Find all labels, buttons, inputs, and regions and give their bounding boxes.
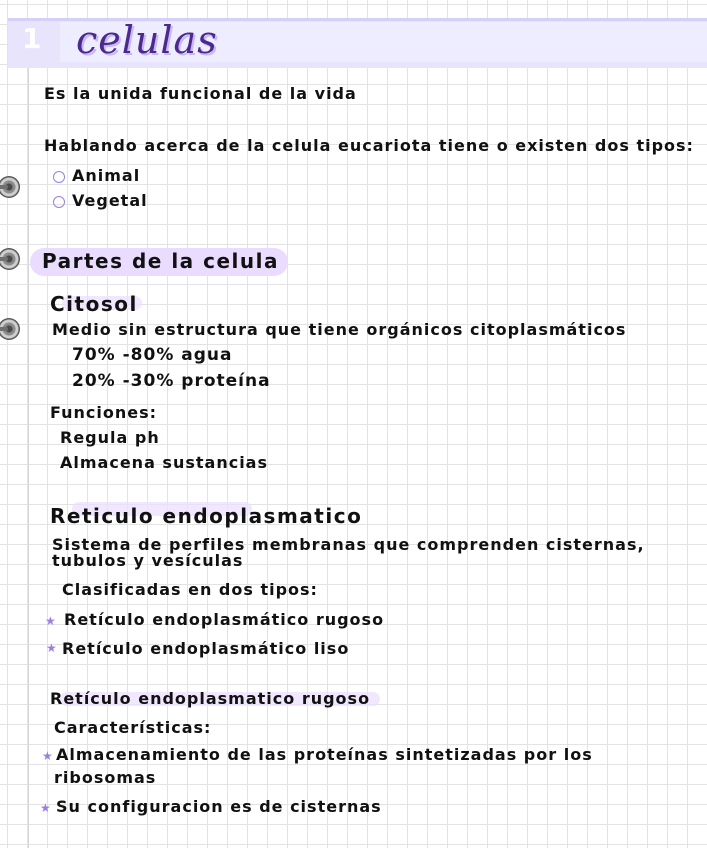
- characteristics-label: Características:: [54, 718, 212, 737]
- notebook-margin-line: [28, 68, 29, 848]
- star-bullet-icon: ★: [45, 614, 56, 628]
- types-intro-text: Hablando acerca de la celula eucariota tiene o existen dos tipos:: [44, 136, 694, 155]
- list-item: Retículo endoplasmático liso: [62, 639, 350, 658]
- function-item: Almacena sustancias: [60, 453, 268, 472]
- composition-item: 20% -30% proteína: [72, 371, 271, 391]
- functions-label: Funciones:: [50, 403, 158, 422]
- page-title: celulas: [76, 18, 218, 62]
- heading-reticulo: Reticulo endoplasmatico: [50, 504, 363, 528]
- star-bullet-icon: ★: [46, 641, 57, 655]
- circle-bullet-icon: [53, 196, 65, 208]
- star-bullet-icon: ★: [42, 749, 53, 763]
- notebook-ring-icon: [0, 176, 20, 198]
- characteristic-item-line1: Almacenamiento de las proteínas sintetizadas por los: [56, 745, 593, 764]
- section-heading-partes: Partes de la celula: [42, 249, 279, 273]
- reticulo-description-line2: tubulos y vesículas: [52, 551, 244, 570]
- characteristic-item-line2: ribosomas: [54, 768, 157, 787]
- chapter-number: 1: [22, 22, 42, 55]
- heading-rugoso: Retículo endoplasmatico rugoso: [50, 689, 371, 708]
- notebook-ring-icon: [0, 248, 20, 270]
- list-item: Vegetal: [72, 191, 148, 210]
- list-item: Animal: [72, 166, 141, 185]
- function-item: Regula ph: [60, 428, 160, 447]
- list-item: Retículo endoplasmático rugoso: [64, 610, 385, 629]
- star-bullet-icon: ★: [40, 801, 51, 815]
- heading-citosol: Citosol: [50, 292, 138, 316]
- characteristic-item: Su configuracion es de cisternas: [56, 797, 382, 816]
- definition-text: Es la unida funcional de la vida: [44, 84, 357, 103]
- reticulo-description-line1: Sistema de perfiles membranas que comprenden cisternas,: [52, 535, 645, 554]
- notebook-ring-icon: [0, 318, 20, 340]
- composition-item: 70% -80% agua: [72, 345, 233, 365]
- citosol-description: Medio sin estructura que tiene orgánicos citoplasmáticos: [52, 320, 627, 339]
- classification-label: Clasificadas en dos tipos:: [62, 580, 318, 599]
- circle-bullet-icon: [53, 171, 65, 183]
